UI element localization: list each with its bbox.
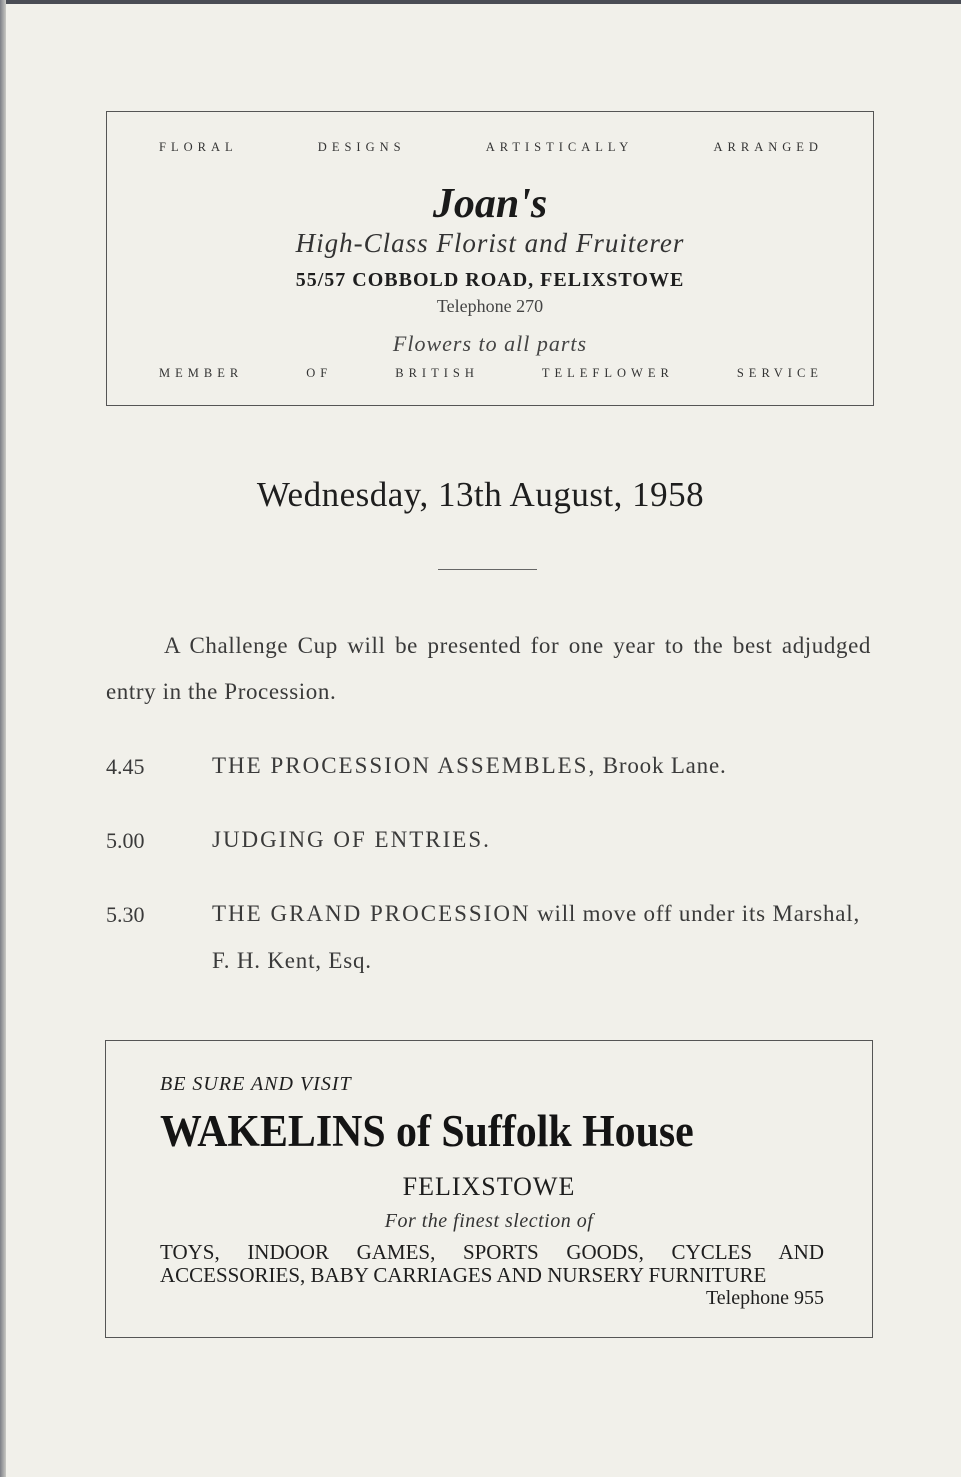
- schedule-rest: will move off under its Marshal, F. H. Kent, Esq.: [212, 901, 860, 973]
- schedule-time: 5.30: [106, 902, 145, 927]
- wakelins-goods-list: TOYS, INDOOR GAMES, SPORTS GOODS, CYCLES AND ACCESSORIES, BABY CARRIAGES AND NURSERY FURNITURE: [160, 1240, 824, 1287]
- schedule-caps: THE PROCESSION ASSEMBLES,: [212, 753, 597, 778]
- schedule-item: [212, 890, 872, 984]
- banner-word: DESIGNS: [317, 140, 406, 154]
- banner-word: TELEFLOWER: [541, 366, 674, 380]
- wakelins-town: FELIXSTOWE: [402, 1172, 576, 1201]
- wakelins-advertisement: [105, 1040, 873, 1338]
- banner-word: BRITISH: [395, 366, 479, 380]
- banner-word: ARRANGED: [713, 140, 823, 154]
- challenge-cup-paragraph: A Challenge Cup will be presented for one year to the best adjudged entry in the Procession.: [106, 633, 871, 704]
- joans-address: 55/57 COBBOLD ROAD, FELIXSTOWE: [295, 269, 685, 291]
- page-top-edge: [0, 0, 961, 4]
- schedule-item: [212, 816, 872, 863]
- date-heading: Wednesday, 13th August, 1958: [256, 475, 705, 514]
- schedule-time: 5.00: [106, 828, 145, 853]
- schedule-caps: THE GRAND PROCESSION: [212, 901, 531, 926]
- joans-tagline: High-Class Florist and Fruiterer: [295, 228, 685, 258]
- schedule-caps: JUDGING OF ENTRIES.: [212, 827, 491, 852]
- banner-word: FLORAL: [159, 140, 238, 154]
- schedule-item: [212, 742, 872, 789]
- section-divider: [438, 569, 537, 570]
- joans-telephone: Telephone 270: [436, 296, 544, 316]
- binding-edge: [0, 0, 6, 1477]
- banner-word: SERVICE: [736, 366, 823, 380]
- schedule-rest: Brook Lane.: [596, 753, 727, 778]
- schedule-time: 4.45: [106, 754, 145, 779]
- joans-name: Joan's: [432, 181, 548, 227]
- wakelins-kicker: BE SURE AND VISIT: [160, 1073, 352, 1095]
- joans-advertisement: [106, 111, 874, 406]
- joans-top-banner: [107, 140, 873, 155]
- joans-slogan: Flowers to all parts: [392, 331, 588, 356]
- banner-word: OF: [306, 366, 333, 380]
- wakelins-name: WAKELINS of Suffolk House: [160, 1106, 694, 1156]
- wakelins-telephone: Telephone 955: [705, 1287, 824, 1309]
- joans-bottom-banner: [107, 366, 873, 381]
- wakelins-subtitle: For the finest slection of: [384, 1210, 594, 1232]
- banner-word: MEMBER: [159, 366, 244, 380]
- banner-word: ARTISTICALLY: [485, 140, 634, 154]
